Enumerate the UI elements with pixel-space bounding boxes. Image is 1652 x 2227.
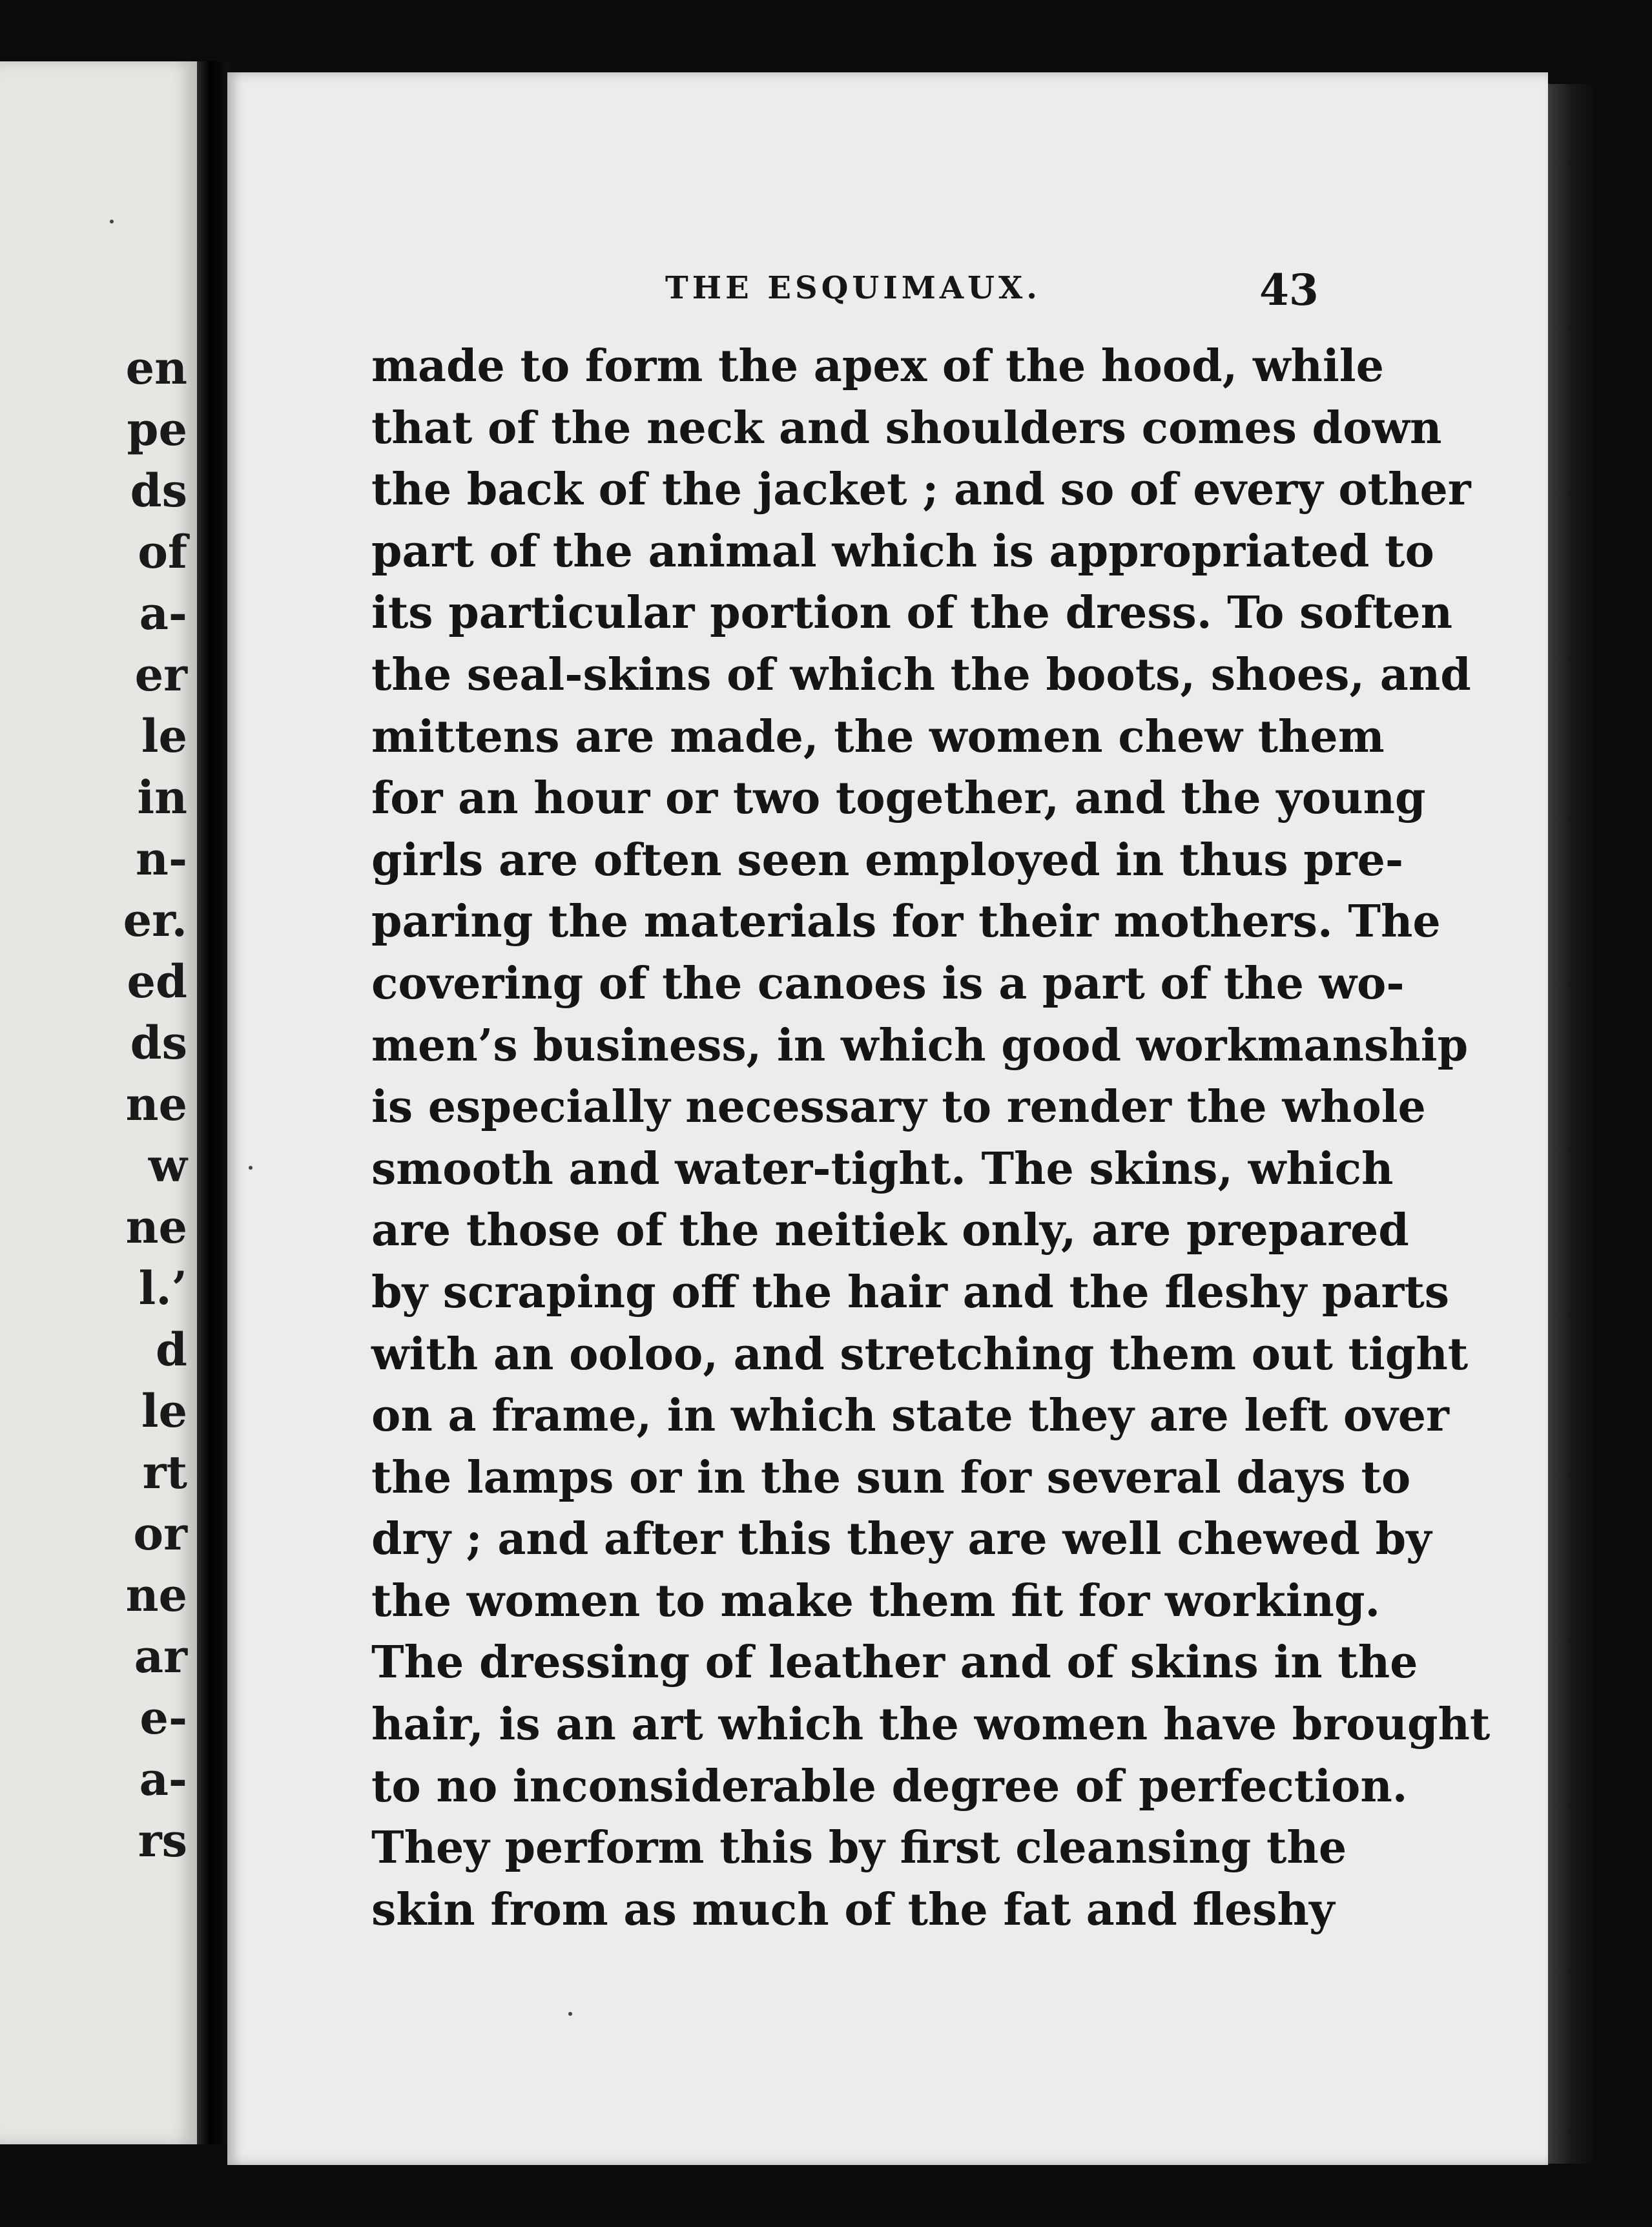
print-speck (110, 220, 114, 223)
text-line: are those of the neitiek only, are prepared (371, 1205, 1409, 1257)
text-line: covering of the canoes is a part of the wo- (371, 957, 1405, 1010)
text-line: is especially necessary to render the whole (371, 1081, 1426, 1134)
text-line: that of the neck and shoulders comes down (371, 402, 1442, 454)
left-fragment: of (138, 525, 187, 579)
left-fragment: ds (130, 464, 187, 517)
left-fragment: in (137, 771, 187, 824)
body-text (371, 336, 1491, 1941)
text-line: dry ; and after this they are well chewed by (371, 1513, 1432, 1566)
print-speck (249, 1166, 253, 1170)
left-fragment: le (141, 1384, 187, 1438)
text-line: made to form the apex of the hood, while (371, 340, 1384, 392)
left-fragment: ed (127, 955, 187, 1008)
left-fragment: pe (127, 402, 187, 456)
left-fragment: ne (125, 1077, 187, 1131)
text-line: by scraping off the hair and the fleshy parts (371, 1266, 1450, 1318)
text-line: on a frame, in which state they are left over (371, 1390, 1449, 1442)
text-line: men’s business, in which good workmanship (371, 1019, 1469, 1072)
left-fragment: e- (139, 1691, 187, 1745)
text-line: with an ooloo, and stretching them out tight (371, 1328, 1469, 1380)
left-fragment: w (148, 1139, 187, 1192)
left-fragment: d (156, 1323, 187, 1376)
page-number: 43 (1259, 265, 1319, 315)
print-speck (568, 2012, 572, 2016)
text-line: paring the materials for their mothers. The (371, 896, 1441, 948)
text-line: part of the animal which is appropriated to (371, 525, 1434, 577)
text-line: for an hour or two together, and the young (371, 772, 1426, 825)
text-line: smooth and water-tight. The skins, which (371, 1143, 1394, 1195)
text-line: They perform this by first cleansing the (371, 1822, 1347, 1874)
left-fragment: rt (142, 1445, 187, 1499)
text-line: hair, is an art which the women have brought (371, 1699, 1491, 1751)
left-fragment: ne (125, 1200, 187, 1254)
text-line: skin from as much of the fat and fleshy (371, 1883, 1335, 1936)
text-line: the lamps or in the sun for several days to (371, 1451, 1411, 1504)
text-line: mittens are made, the women chew them (371, 710, 1385, 763)
running-head: THE ESQUIMAUX. (665, 270, 1041, 306)
left-fragment: n- (136, 832, 187, 886)
page-edge-shadow (1548, 84, 1593, 2164)
left-fragment: en (125, 341, 187, 395)
text-line: to no inconsiderable degree of perfection. (371, 1760, 1408, 1812)
book-gutter (197, 61, 229, 2144)
left-fragment: ne (125, 1568, 187, 1622)
text-line: The dressing of leather and of skins in the (371, 1637, 1418, 1689)
left-fragment: or (133, 1507, 187, 1560)
left-fragment: a- (139, 1752, 187, 1806)
text-line: girls are often seen employed in thus pre- (371, 834, 1404, 886)
text-line: the seal-skins of which the boots, shoes, and (371, 648, 1471, 701)
left-fragment: le (141, 709, 187, 763)
left-fragment: er (134, 648, 187, 701)
left-fragment: ar (134, 1630, 187, 1683)
left-fragment: l.’ (138, 1261, 187, 1315)
text-line: the women to make them fit for working. (371, 1575, 1381, 1627)
left-fragment: rs (138, 1814, 187, 1867)
left-fragment: er. (123, 893, 187, 947)
text-line: the back of the jacket ; and so of every other (371, 464, 1471, 516)
left-fragment: ds (130, 1016, 187, 1070)
text-line: its particular portion of the dress. To soften (371, 587, 1453, 639)
left-page (0, 61, 197, 2144)
left-fragment: a- (139, 586, 187, 640)
